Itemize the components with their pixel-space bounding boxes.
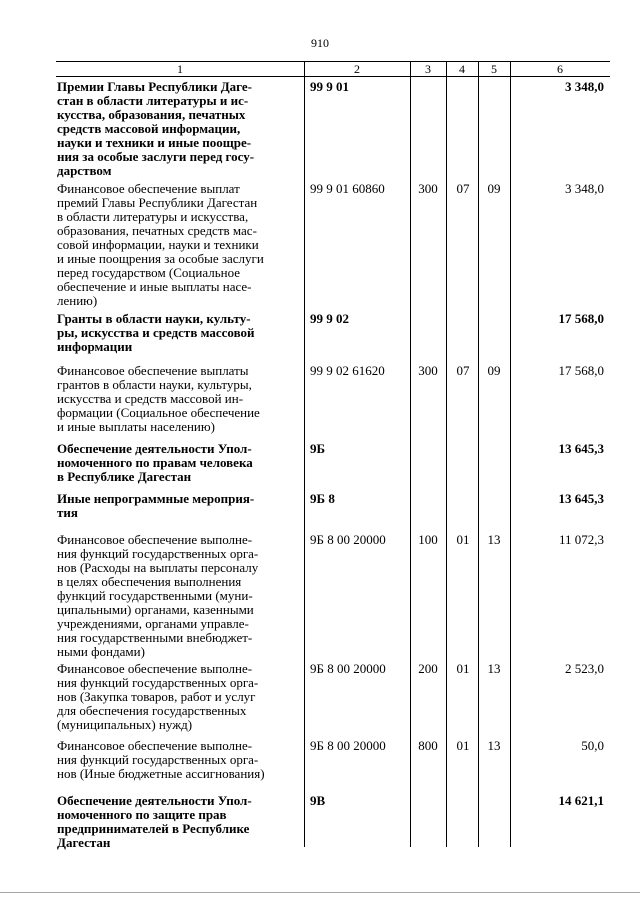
- row-amount: 13 645,3: [558, 491, 604, 506]
- row-name-line: предпринимателей в Республике: [57, 821, 250, 836]
- row-name-line: лению): [57, 293, 98, 308]
- row-name-line: Финансовое обеспечение выполне-: [57, 661, 253, 676]
- row-name-line: в области литературы и искусства,: [57, 209, 249, 224]
- row-name-line: Финансовое обеспечение выплат: [57, 181, 240, 196]
- row-name-line: Дагестан: [57, 835, 111, 850]
- row-name-line: обеспечение и иные выплаты насе-: [57, 279, 252, 294]
- row-name-line: ния функций государственных орга-: [57, 546, 259, 561]
- row-name-line: ры, искусства и средств массовой: [57, 325, 255, 340]
- row-name-line: (муниципальных) нужд): [57, 717, 193, 732]
- row-rz: 01: [456, 532, 470, 547]
- row-name-line: ния функций государственных орга-: [57, 752, 259, 767]
- row-name-line: Иные непрограммные мероприя-: [57, 491, 255, 506]
- row-amount: 11 072,3: [558, 532, 604, 547]
- row-name-line: учреждениями, органами управле-: [57, 616, 249, 631]
- row-name-line: в Республике Дагестан: [57, 469, 192, 484]
- row-name-line: Финансовое обеспечение выплаты: [57, 363, 249, 378]
- row-name-line: стан в области литературы и ис-: [57, 93, 249, 108]
- column-header: 2: [354, 62, 360, 76]
- row-code: 99 9 01 60860: [310, 181, 385, 196]
- row-rz: 01: [456, 661, 470, 676]
- row-name-line: Финансовое обеспечение выполне-: [57, 738, 253, 753]
- column-header: 3: [425, 62, 431, 76]
- row-name-line: информации: [57, 339, 133, 354]
- row-name-line: искусства и средств массовой ин-: [57, 391, 244, 406]
- row-name-line: перед государством (Социальное: [57, 265, 241, 280]
- row-name-line: для обеспечения государственных: [57, 703, 247, 718]
- row-vr: 800: [418, 738, 438, 753]
- row-amount: 17 568,0: [558, 363, 604, 378]
- row-name-line: и иные поощрения за особые заслуги: [57, 251, 264, 266]
- row-amount: 3 348,0: [565, 181, 604, 196]
- row-name-line: средств массовой информации,: [57, 121, 241, 136]
- row-name-line: и иные выплаты населению): [57, 419, 215, 434]
- row-name-line: ния за особые заслуги перед госу-: [57, 149, 255, 164]
- row-name: [57, 794, 293, 850]
- row-name-line: ния государственными внебюджет-: [57, 630, 253, 645]
- row-name-line: премий Главы Республики Дагестан: [57, 195, 258, 210]
- row-code: 9Б 8: [310, 491, 335, 506]
- row-code: 99 9 02: [310, 311, 349, 326]
- row-name: [57, 312, 293, 354]
- column-header: 6: [557, 62, 563, 76]
- row-name-line: грантов в области науки, культуры,: [57, 377, 252, 392]
- row-name-line: ния функций государственных орга-: [57, 675, 259, 690]
- row-name: [57, 182, 293, 308]
- row-code: 99 9 01: [310, 79, 349, 94]
- page-number: 910: [311, 36, 329, 50]
- row-name-line: науки и техники и иные поощре-: [57, 135, 252, 150]
- row-name: [57, 492, 293, 520]
- row-name-line: ципальными) органами, казенными: [57, 602, 254, 617]
- row-name-line: ными фондами): [57, 644, 145, 659]
- column-header: 4: [459, 62, 465, 76]
- row-name: [57, 662, 293, 732]
- row-rz: 07: [456, 363, 470, 378]
- row-name-line: кусства, образования, печатных: [57, 107, 246, 122]
- row-name-line: нов (Закупка товаров, работ и услуг: [57, 689, 256, 704]
- row-name: [57, 739, 293, 781]
- row-name-line: Гранты в области науки, культу-: [57, 311, 251, 326]
- row-name-line: функций государственными (муни-: [57, 588, 253, 603]
- row-pr: 13: [487, 532, 501, 547]
- row-name-line: номоченного по защите прав: [57, 807, 227, 822]
- row-pr: 13: [487, 661, 501, 676]
- row-code: 9Б 8 00 20000: [310, 532, 386, 547]
- row-name-line: нов (Иные бюджетные ассигнования): [57, 766, 265, 781]
- row-vr: 200: [418, 661, 438, 676]
- column-divider: [478, 61, 479, 847]
- column-header: 5: [491, 62, 497, 76]
- row-name-line: дарством: [57, 163, 112, 178]
- row-name: [57, 364, 293, 434]
- row-code: 9Б 8 00 20000: [310, 661, 386, 676]
- row-name-line: Обеспечение деятельности Упол-: [57, 793, 252, 808]
- row-amount: 13 645,3: [558, 441, 604, 456]
- footer-rule: [0, 892, 640, 893]
- row-name: [57, 533, 293, 659]
- table-header-border: [56, 76, 610, 77]
- row-name: [57, 442, 293, 484]
- row-pr: 09: [487, 363, 501, 378]
- row-name-line: в целях обеспечения выполнения: [57, 574, 242, 589]
- row-name-line: формации (Социальное обеспечение: [57, 405, 260, 420]
- column-divider: [446, 61, 447, 847]
- row-name-line: образования, печатных средств мас-: [57, 223, 257, 238]
- row-rz: 01: [456, 738, 470, 753]
- row-name: [57, 80, 293, 178]
- row-code: 99 9 02 61620: [310, 363, 385, 378]
- row-name-line: тия: [57, 505, 78, 520]
- row-amount: 2 523,0: [565, 661, 604, 676]
- row-rz: 07: [456, 181, 470, 196]
- row-code: 9Б: [310, 441, 326, 456]
- row-pr: 13: [487, 738, 501, 753]
- row-vr: 300: [418, 363, 438, 378]
- row-code: 9В: [310, 793, 326, 808]
- row-code: 9Б 8 00 20000: [310, 738, 386, 753]
- row-name-line: Премии Главы Республики Даге-: [57, 79, 252, 94]
- row-amount: 14 621,1: [558, 793, 604, 808]
- row-name-line: нов (Расходы на выплаты персоналу: [57, 560, 259, 575]
- row-vr: 300: [418, 181, 438, 196]
- column-divider: [410, 61, 411, 847]
- row-name-line: Обеспечение деятельности Упол-: [57, 441, 252, 456]
- row-name-line: Финансовое обеспечение выполне-: [57, 532, 253, 547]
- row-name-line: номоченного по правам человека: [57, 455, 253, 470]
- row-vr: 100: [418, 532, 438, 547]
- row-amount: 3 348,0: [565, 79, 604, 94]
- row-amount: 50,0: [581, 738, 604, 753]
- row-pr: 09: [487, 181, 501, 196]
- row-name-line: совой информации, науки и техники: [57, 237, 259, 252]
- column-divider: [510, 61, 511, 847]
- row-amount: 17 568,0: [558, 311, 604, 326]
- column-divider: [304, 61, 305, 847]
- column-header: 1: [177, 62, 183, 76]
